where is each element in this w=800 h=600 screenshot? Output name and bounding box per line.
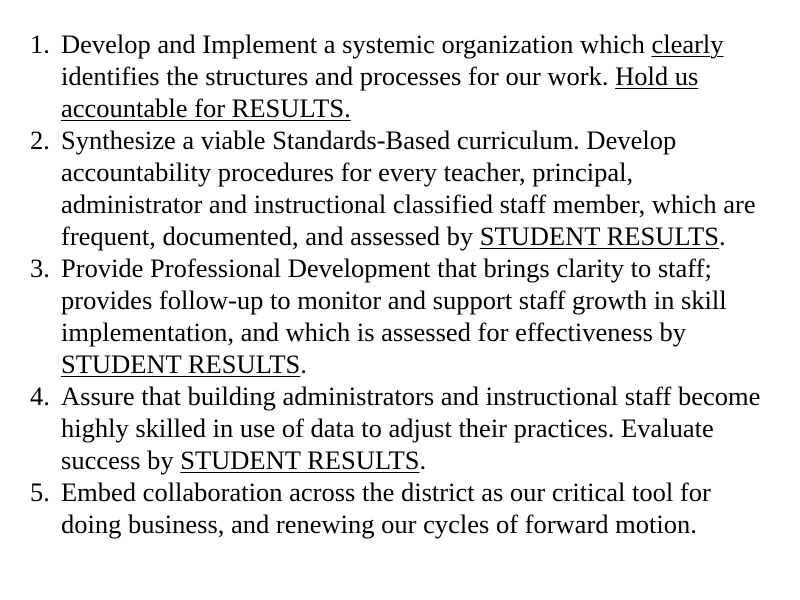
item-number: 4. bbox=[30, 381, 50, 411]
item-text: . bbox=[719, 221, 726, 251]
item-number: 1. bbox=[30, 29, 50, 59]
item-text: Develop and Implement a systemic organization which bbox=[61, 29, 652, 59]
underlined-text: clearly bbox=[651, 29, 724, 59]
item-text: Synthesize a viable Standards-Based curriculum. Develop accountability procedures for every teacher, principal, administrator and instructional classified staff member, which are frequent, documented, and assessed by bbox=[61, 125, 756, 251]
list-item-2 bbox=[0, 124, 800, 252]
item-text: . bbox=[300, 349, 307, 379]
item-text: Embed collaboration across the district as our critical tool for doing business, and renewing our cycles of forward motion. bbox=[61, 477, 711, 539]
underlined-text: Hold us accountable for RESULTS. bbox=[61, 61, 699, 123]
item-number: 3. bbox=[30, 253, 50, 283]
item-text: Assure that building administrators and instructional staff become highly skilled in use of data to adjust their practices. Evaluate success by bbox=[61, 381, 761, 475]
underlined-text: STUDENT RESULTS bbox=[61, 349, 301, 379]
underlined-text: STUDENT RESULTS bbox=[180, 445, 420, 475]
item-text: . bbox=[419, 445, 427, 475]
list-item-3 bbox=[0, 252, 800, 380]
item-text: identifies the structures and processes for our work. bbox=[61, 61, 616, 91]
goals-list bbox=[0, 28, 800, 540]
underlined-text: STUDENT RESULTS bbox=[479, 221, 720, 251]
item-text: Provide Professional Development that brings clarity to staff; provides follow-up to monitor and support staff growth in skill implementation, and which is assessed for effectiveness by bbox=[61, 253, 727, 347]
list-item-1 bbox=[0, 28, 800, 124]
list-item-4 bbox=[0, 380, 800, 476]
item-number: 2. bbox=[30, 125, 50, 155]
item-number: 5. bbox=[30, 477, 50, 507]
list-item-5 bbox=[0, 476, 800, 540]
